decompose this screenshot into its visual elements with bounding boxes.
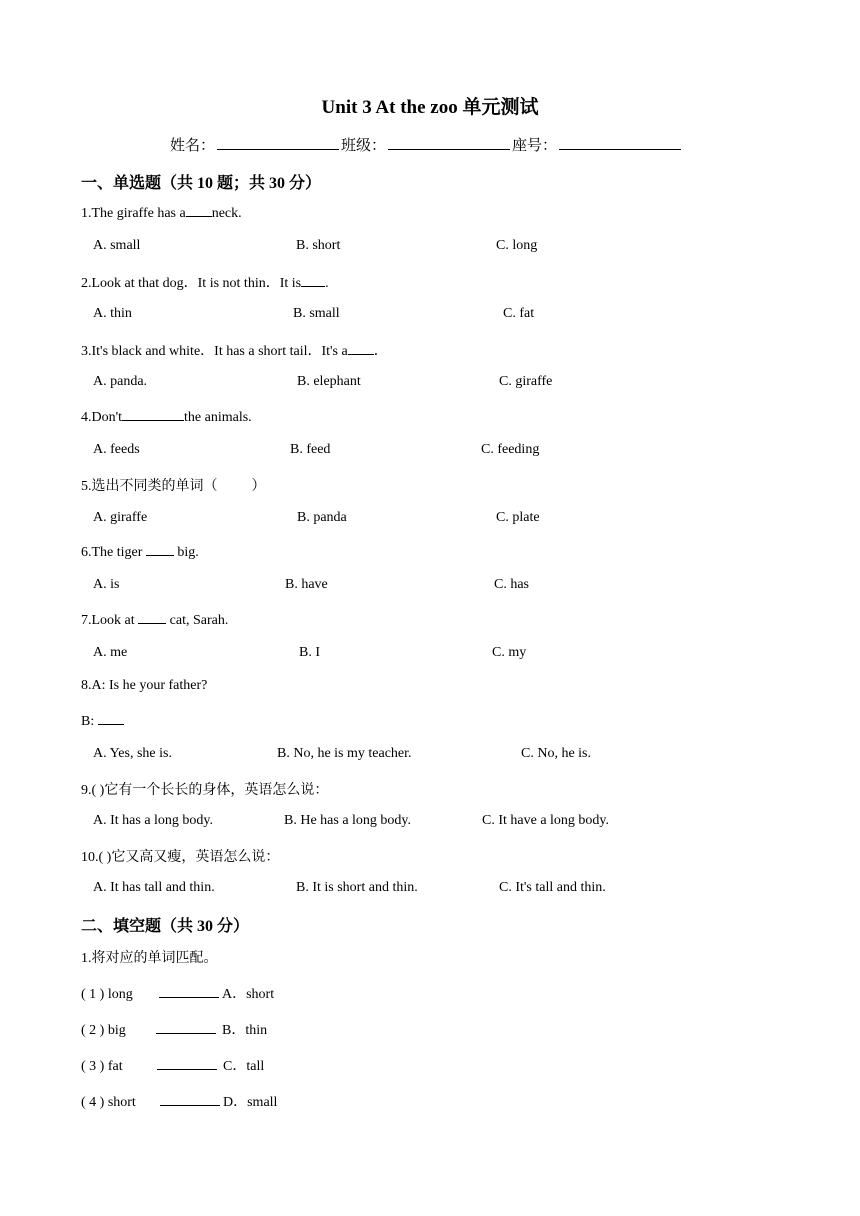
question-1-option-b[interactable]: B. short	[296, 238, 341, 253]
question-9-option-a[interactable]: A. It has a long body.	[93, 813, 214, 828]
match-row-2	[81, 1019, 267, 1039]
match-left: ( 1 ) long	[81, 987, 133, 1002]
match-left: ( 2 ) big	[81, 1023, 126, 1038]
question-3-option-b[interactable]: B. elephant	[297, 374, 361, 389]
match-row-3	[81, 1055, 264, 1075]
question-2-stem-end: .	[325, 276, 329, 291]
question-1-option-c[interactable]: C. long	[496, 238, 538, 253]
question-8-b-label: B:	[81, 714, 98, 729]
student-info-line	[170, 134, 683, 155]
question-3-stem-end: ．	[373, 344, 388, 359]
question-7-option-c[interactable]: C. my	[492, 645, 527, 660]
match-row-1	[81, 983, 274, 1003]
question-4-option-c[interactable]: C. feeding	[481, 442, 540, 457]
question-4-stem: 4.Don't	[81, 410, 123, 425]
match-right: D．small	[223, 1095, 278, 1110]
match-row-4	[81, 1091, 277, 1111]
question-2-option-a[interactable]: A. thin	[93, 306, 132, 321]
question-5-option-b[interactable]: B. panda	[297, 510, 347, 525]
document-title: Unit 3 At the zoo 单元测试	[321, 97, 539, 118]
question-10-option-c[interactable]: C. It's tall and thin.	[499, 880, 606, 895]
answer-blank[interactable]	[301, 274, 325, 287]
match-right: C．tall	[223, 1059, 265, 1074]
name-label: 姓名：	[170, 138, 216, 154]
question-8-b-line	[81, 712, 124, 730]
question-4-option-b[interactable]: B. feed	[290, 442, 331, 457]
question-7-option-b[interactable]: B. I	[299, 645, 320, 660]
question-7-option-a[interactable]: A. me	[93, 645, 128, 660]
match-right: B．thin	[222, 1023, 268, 1038]
question-10: 10.( )它又高又瘦，英语怎么说：	[81, 850, 280, 865]
match-blank[interactable]	[156, 1021, 216, 1034]
question-5	[81, 475, 266, 495]
question-8-option-a[interactable]: A. Yes, she is.	[93, 746, 172, 761]
question-3-option-a[interactable]: A. panda.	[93, 374, 148, 389]
class-label: 班级：	[341, 138, 387, 154]
question-8-option-c[interactable]: C. No, he is.	[521, 746, 591, 761]
seat-label: 座号：	[512, 138, 558, 154]
match-blank[interactable]	[159, 985, 219, 998]
question-2-stem: 2.Look at that dog．It is not thin．It is	[81, 276, 302, 291]
section-2-heading: 二、填空题（共 30 分）	[81, 918, 250, 935]
match-right: A．short	[222, 987, 275, 1002]
question-4-stem-end: the animals.	[184, 410, 252, 425]
section-1-heading: 一、单选题（共 10 题；共 30 分）	[81, 175, 322, 192]
question-5-option-a[interactable]: A. giraffe	[93, 510, 148, 525]
answer-blank[interactable]	[348, 342, 374, 355]
seat-blank[interactable]	[559, 135, 681, 150]
question-3	[81, 340, 388, 360]
answer-blank[interactable]	[186, 204, 212, 217]
question-5-stem: 5.选出不同类的单词（	[81, 479, 218, 494]
question-6	[81, 543, 199, 561]
match-left: ( 4 ) short	[81, 1095, 136, 1110]
match-left: ( 3 ) fat	[81, 1059, 123, 1074]
question-5-stem-end: ）	[251, 479, 266, 494]
question-2	[81, 272, 329, 292]
question-5-option-c[interactable]: C. plate	[496, 510, 540, 525]
question-6-option-c[interactable]: C. has	[494, 577, 529, 592]
question-1-option-a[interactable]: A. small	[93, 238, 141, 253]
question-7	[81, 611, 228, 629]
question-8-option-b[interactable]: B. No, he is my teacher.	[277, 746, 412, 761]
question-4	[81, 408, 252, 426]
question-6-option-b[interactable]: B. have	[285, 577, 328, 592]
question-9: 9.( )它有一个长长的身体，英语怎么说：	[81, 783, 329, 798]
class-blank[interactable]	[388, 135, 510, 150]
question-1-stem: 1.The giraffe has a	[81, 206, 186, 221]
answer-blank[interactable]	[122, 408, 184, 421]
match-blank[interactable]	[160, 1093, 220, 1106]
question-6-option-a[interactable]: A. is	[93, 577, 120, 592]
question-3-option-c[interactable]: C. giraffe	[499, 374, 553, 389]
question-7-stem-end: cat, Sarah.	[166, 613, 229, 628]
question-1	[81, 204, 242, 222]
answer-blank[interactable]	[146, 543, 174, 556]
question-3-stem: 3.It's black and white．It has a short tail．It's a	[81, 344, 348, 359]
name-blank[interactable]	[217, 135, 339, 150]
question-2-option-c[interactable]: C. fat	[503, 306, 535, 321]
question-2-option-b[interactable]: B. small	[293, 306, 340, 321]
question-7-stem: 7.Look at	[81, 613, 139, 628]
answer-blank[interactable]	[138, 611, 166, 624]
question-6-stem: 6.The tiger	[81, 545, 146, 560]
question-9-option-c[interactable]: C. It have a long body.	[482, 813, 610, 828]
question-10-option-b[interactable]: B. It is short and thin.	[296, 880, 418, 895]
question-1-stem-end: neck.	[211, 206, 242, 221]
question-6-stem-end: big.	[173, 545, 199, 560]
section-2-intro: 1.将对应的单词匹配。	[81, 951, 218, 966]
question-8: 8.A: Is he your father?	[81, 678, 208, 693]
question-10-option-a[interactable]: A. It has tall and thin.	[93, 880, 215, 895]
question-9-option-b[interactable]: B. He has a long body.	[284, 813, 412, 828]
answer-blank[interactable]	[98, 712, 124, 725]
question-4-option-a[interactable]: A. feeds	[93, 442, 140, 457]
match-blank[interactable]	[157, 1057, 217, 1070]
